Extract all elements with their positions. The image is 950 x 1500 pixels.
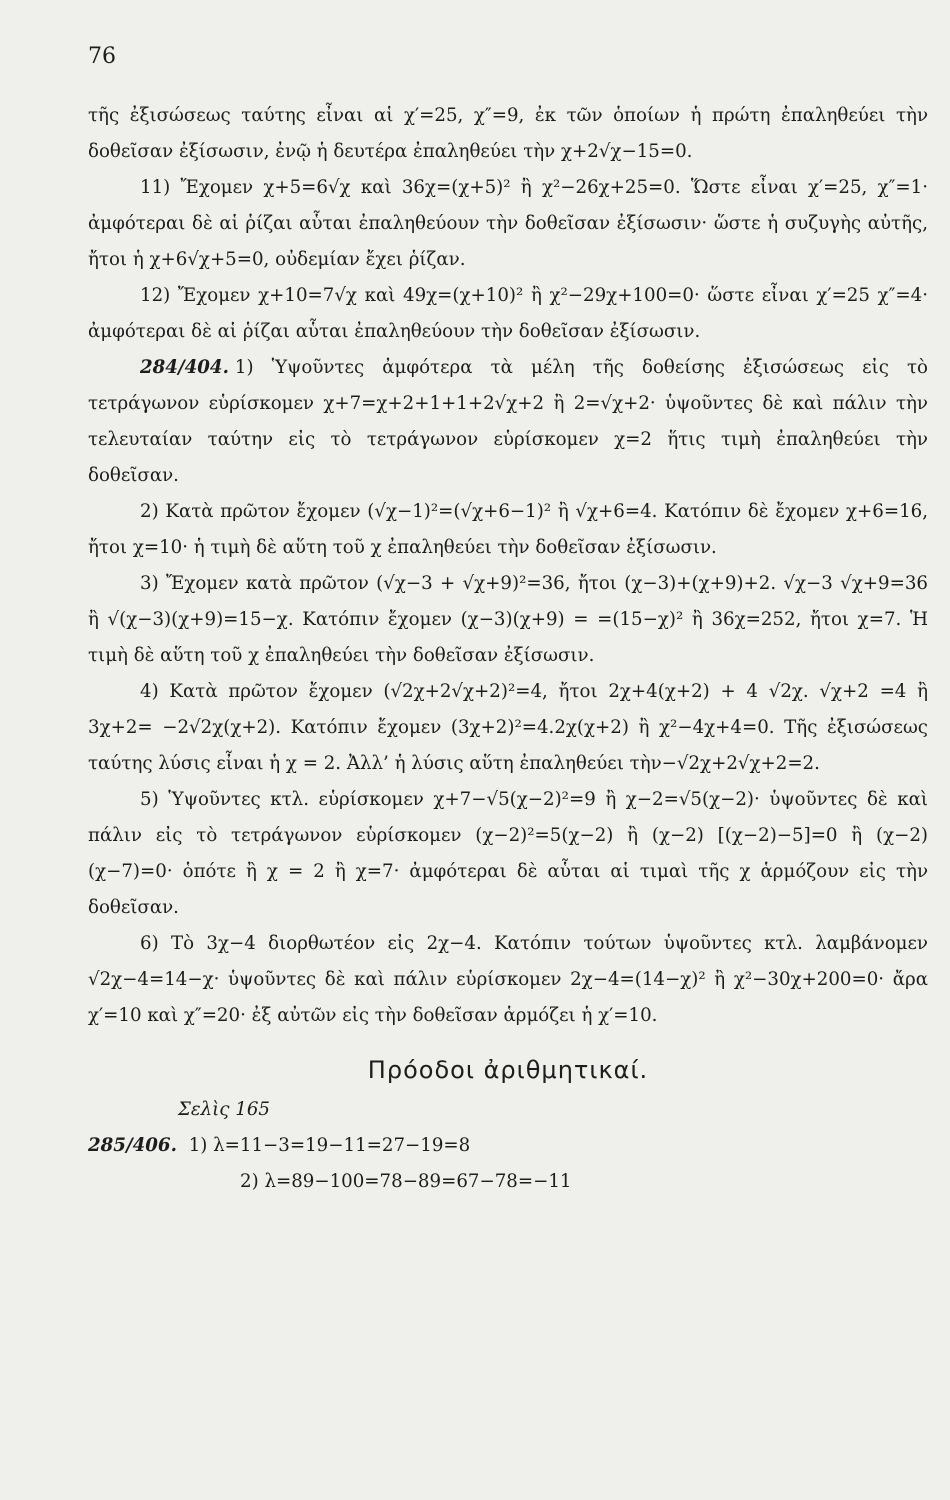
paragraph-item-11: 11) Ἔχομεν χ+5=6√χ καὶ 36χ=(χ+5)² ἢ χ²−26χ+25=0. Ὥστε εἶναι χ′=25, χ″=1· ἀμφότεραι δὲ αἱ ῥίζαι αὗται ἐπαληθεύουν τὴν δοθεῖσαν ἐξίσωσιν· ὥστε ἡ συζυγὴς αὐτῆς, ἤτοι ἡ χ+6√χ+5=0, οὐδεμίαν ἔχει ῥίζαν. [88, 177, 928, 270]
exercise-number-284: 284/404. [140, 357, 229, 378]
answer-text-1: 1) λ=11−3=19−11=27−19=8 [188, 1135, 471, 1156]
page-reference: Σελὶς 165 [178, 1099, 270, 1120]
paragraph-item-12: 12) Ἔχομεν χ+10=7√χ καὶ 49χ=(χ+10)² ἢ χ²−29χ+100=0· ὥστε εἶναι χ′=25 χ″=4· ἀμφότεραι δὲ αἱ ῥίζαι αὗται ἐπαληθεύουν τὴν δοθεῖσαν ἐξίσωσιν. [88, 285, 928, 342]
answer-line-2: 2) λ=89−100=78−89=67−78=−11 [240, 1171, 572, 1192]
paragraph-text: 1) Ὑψοῦντες ἀμφότερα τὰ μέλη τῆς δοθείσης ἐξισώσεως εἰς τὸ τετράγωνον εὑρίσκομεν χ+7=χ+2+1+1+2√χ+2 ἢ 2=√χ+2· ὑψοῦντες δὲ καὶ πάλιν τὴν τελευταίαν ταύτην εἰς τὸ τετράγωνον εὑρίσκομεν χ=2 ἥτις τιμὴ ἐπαληθεύει τὴν δοθεῖσαν. [88, 357, 928, 486]
paragraph-item-2: 2) Κατὰ πρῶτον ἔχομεν (√χ−1)²=(√χ+6−1)² ἢ √χ+6=4. Κατόπιν δὲ ἔχομεν χ+6=16, ἤτοι χ=10· ἡ τιμὴ δὲ αὕτη τοῦ χ ἐπαληθεύει τὴν δοθεῖσαν ἐξίσωσιν. [88, 501, 928, 558]
answer-line-1 [88, 1128, 928, 1164]
paragraph-item-6: 6) Τὸ 3χ−4 διορθωτέον εἰς 2χ−4. Κατόπιν τούτων ὑψοῦντες κτλ. λαμβάνομεν √2χ−4=14−χ· ὑψοῦντες δὲ καὶ πάλιν εὑρίσκομεν 2χ−4=(14−χ)² ἢ χ²−30χ+200=0· ἄρα χ′=10 καὶ χ″=20· ἐξ αὐτῶν εἰς τὴν δοθεῖσαν ἁρμόζει ἡ χ′=10. [88, 933, 928, 1026]
page-body [88, 98, 928, 1200]
paragraph-exercise-284-item-1 [88, 350, 928, 494]
paragraph-item-3: 3) Ἔχομεν κατὰ πρῶτον (√χ−3 + √χ+9)²=36, ἤτοι (χ−3)+(χ+9)+2. √χ−3 √χ+9=36 ἢ √(χ−3)(χ+9)=15−χ. Κατόπιν ἔχομεν (χ−3)(χ+9) = =(15−χ)² ἢ 36χ=252, ἤτοι χ=7. Ἡ τιμὴ δὲ αὕτη τοῦ χ ἐπαληθεύει τὴν δοθεῖσαν ἐξίσωσιν. [88, 573, 928, 666]
paragraph-item-5: 5) Ὑψοῦντες κτλ. εὑρίσκομεν χ+7−√5(χ−2)²=9 ἢ χ−2=√5(χ−2)· ὑψοῦντες δὲ καὶ πάλιν εἰς τὸ τετράγωνον εὑρίσκομεν (χ−2)²=5(χ−2) ἢ (χ−2) [(χ−2)−5]=0 ἢ (χ−2)(χ−7)=0· ὁπότε ἢ χ = 2 ἢ χ=7· ἀμφότεραι δὲ αὗται αἱ τιμαὶ τῆς χ ἁρμόζουν εἰς τὴν δοθεῖσαν. [88, 789, 928, 918]
page-number: 76 [88, 44, 116, 69]
exercise-number-285: 285/406. [88, 1135, 177, 1156]
paragraph-item-4: 4) Κατὰ πρῶτον ἔχομεν (√2χ+2√χ+2)²=4, ἤτοι 2χ+4(χ+2) + 4 √2χ. √χ+2 =4 ἢ 3χ+2= −2√2χ(χ+2). Κατόπιν ἔχομεν (3χ+2)²=4.2χ(χ+2) ἢ χ²−4χ+4=0. Τῆς ἐξισώσεως ταύτης λύσις εἶναι ἡ χ = 2. Ἀλλ’ ἡ λύσις αὕτη ἐπαληθεύει τὴν−√2χ+2√χ+2=2. [88, 681, 928, 774]
section-heading: Πρόοδοι ἀριθμητικαί. [367, 1056, 649, 1084]
paragraph-continuation: τῆς ἐξισώσεως ταύτης εἶναι αἱ χ′=25, χ″=9, ἐκ τῶν ὁποίων ἡ πρώτη ἐπαληθεύει τὴν δοθεῖσαν ἐξίσωσιν, ἐνῷ ἡ δευτέρα ἐπαληθεύει τὴν χ+2√χ−15=0. [88, 105, 928, 162]
